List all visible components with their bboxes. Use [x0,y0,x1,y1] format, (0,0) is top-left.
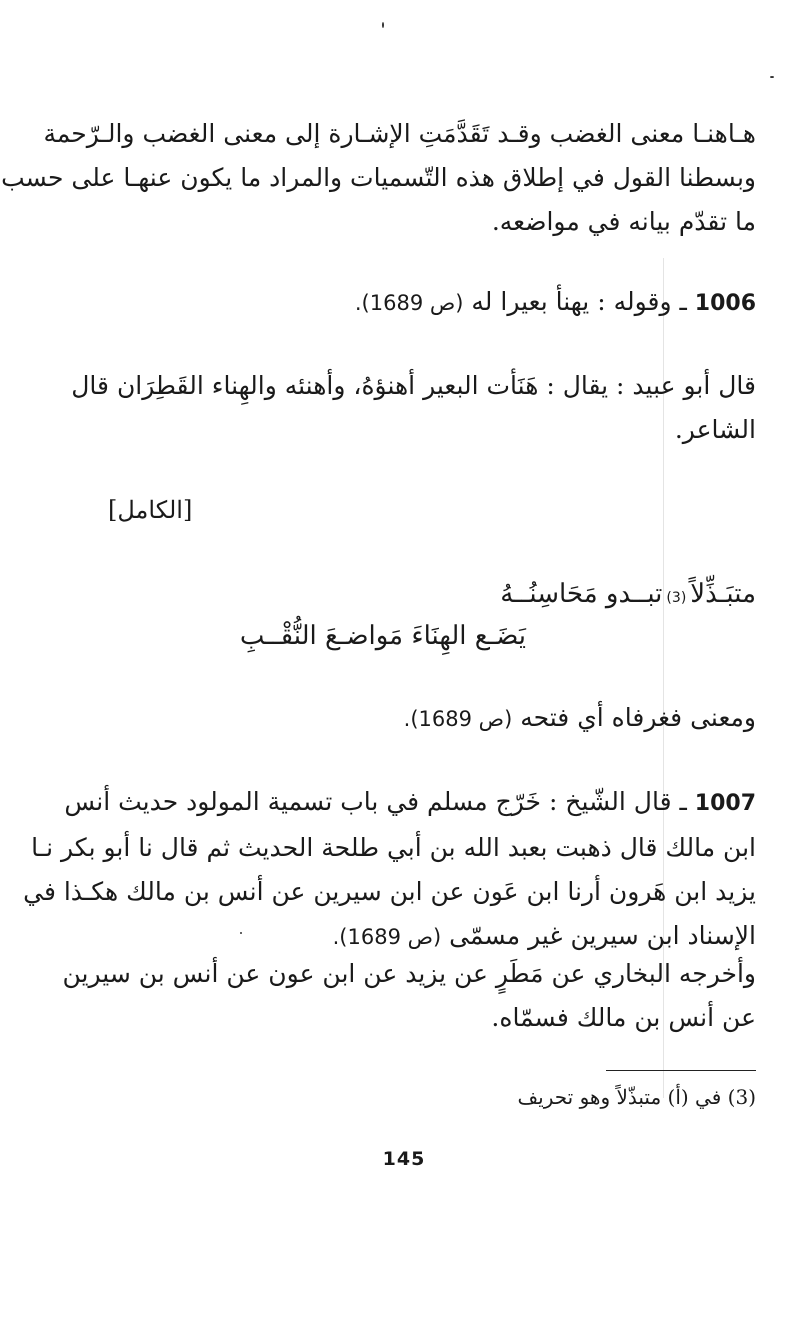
poem-line-2: يَضَـع الهِنَاءَ مَواضـعَ النُّقْــبِ [239,621,526,651]
paragraph-line [108,696,756,741]
footnote-marker: (3) [666,590,687,606]
paragraph-2 [71,364,756,452]
page-number: 145 [382,1148,426,1170]
meter-label: [الكامل] [108,496,193,524]
paragraph-line: قال أبو عبيد : يقال : هَنَأت البعير أهنؤهُ، وأهنئه والهِناء القَطِرَان قال [71,371,756,400]
entry-line [64,780,756,826]
paragraph-line: الشاعر. [674,415,756,444]
paragraph-line: وبسطنا القول في إطلاق هذه التّسميات والمراد ما يكون عنهـا على حسب [1,163,756,192]
footnote: (3) في (أ) متبذّلاً وهو تحريف [517,1085,756,1109]
footnote-rule [606,1070,756,1071]
scan-speck [382,22,384,28]
poem-hemistich: تبــدو مَحَاسِنُــهُ [500,579,663,609]
page-reference: (ص 1689). [332,925,442,949]
paragraph-1 [1,112,756,244]
paragraph-line: ما تقدّم بيانه في مواضعه. [491,207,756,236]
entry-text: ـ وقوله : يهنأ بعيرا له [471,287,687,316]
entry-line [108,280,756,326]
entry-line: يزيد ابن هَرون أرنا ابن عَون عن ابن سيرين عن أنس بن مالك هكـذا في [23,877,756,906]
poem-line-1 [500,572,756,620]
entry-1006 [108,280,756,326]
entry-text: الإسناد ابن سيرين غير مسمّى [449,921,756,950]
page-reference: (ص 1689). [354,291,464,315]
entry-text: ـ قال الشّيخ : خَرّج مسلم في باب تسمية المولود حديث أنس [64,787,687,816]
page-reference: (ص 1689). [403,707,513,731]
poem-word: متبَـذِّلاً [690,579,756,609]
entry-number: 1007 [694,791,756,816]
entry-line: ابن مالك قال ذهبت بعبد الله بن أبي طلحة الحديث ثم قال نا أبو بكر نـا [31,833,756,862]
paragraph-text: ومعنى فغرفاه أي فتحه [520,703,756,732]
paragraph-line: هـاهنـا معنى الغضب وقـد تَقَدَّمَتِ الإشـارة إلى معنى الغضب والـرّحمة [43,119,756,148]
paragraph-4 [62,952,756,1040]
paragraph-line: وأخرجه البخاري عن مَطَرٍ عن يزيد عن ابن عون عن أنس بن سيرين [62,959,756,988]
scan-speck [770,76,774,78]
paragraph-line: عن أنس بن مالك فسمّاه. [491,1003,756,1032]
entry-number: 1006 [694,291,756,316]
entry-1007 [23,780,756,959]
paragraph-3 [108,696,756,741]
scan-speck [240,932,242,934]
